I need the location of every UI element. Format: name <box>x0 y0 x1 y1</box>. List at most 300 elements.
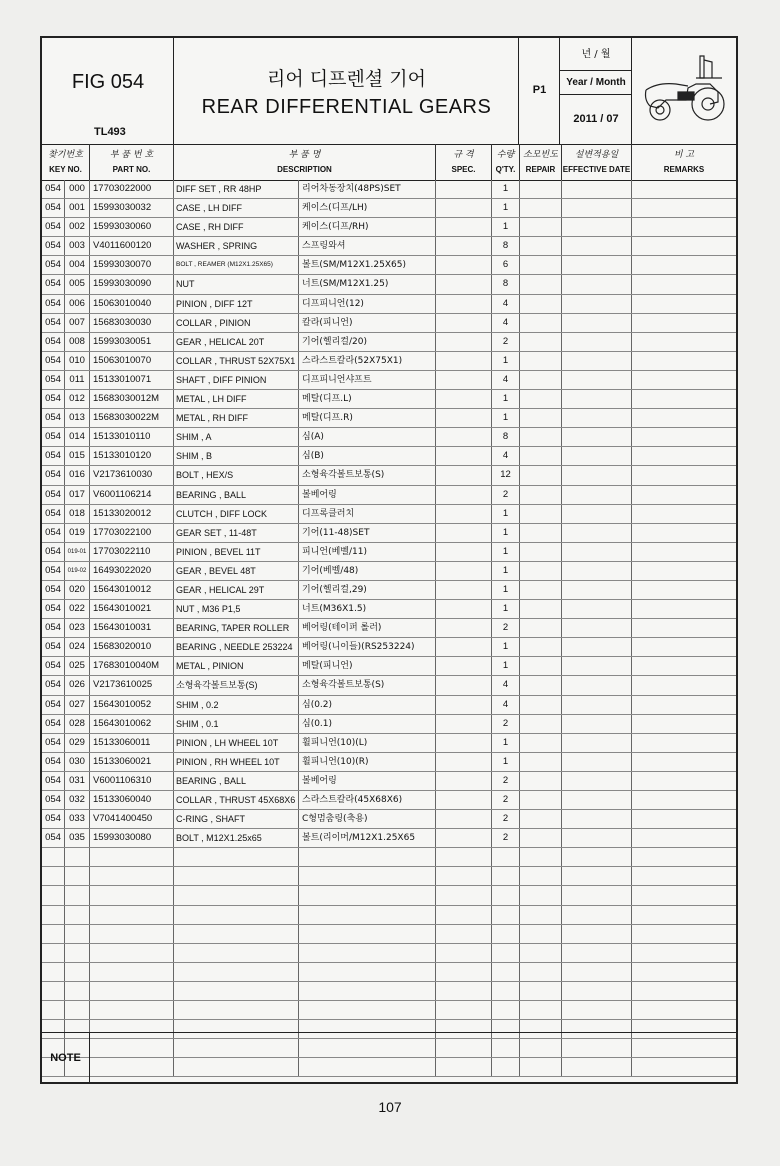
date-label-korean: 년 / 월 <box>560 38 632 71</box>
fig-no: 054 <box>42 333 65 351</box>
empty-cell <box>65 982 90 1000</box>
part-no: 15683030012M <box>90 390 174 408</box>
fig-no: 054 <box>42 199 65 217</box>
remarks <box>632 237 736 255</box>
spec <box>436 619 492 637</box>
quantity: 1 <box>492 409 520 427</box>
quantity: 1 <box>492 524 520 542</box>
fig-cell <box>42 38 174 144</box>
part-no: 15993030060 <box>90 218 174 236</box>
empty-cell <box>436 982 492 1000</box>
fig-no: 054 <box>42 371 65 389</box>
description-ko: 기어(베벨/48) <box>299 562 436 580</box>
description-ko: 휠피니언(10)(L) <box>299 734 436 752</box>
table-row <box>42 657 736 676</box>
remarks <box>632 638 736 656</box>
fig-no: 054 <box>42 409 65 427</box>
empty-cell <box>492 848 520 866</box>
parts-table-body <box>42 180 736 1077</box>
description-en: COLLAR , THRUST 52X75X1 <box>174 352 299 370</box>
spec <box>436 524 492 542</box>
page-label: P1 <box>532 84 547 96</box>
effective-date <box>562 237 632 255</box>
part-no: 15133060021 <box>90 753 174 771</box>
spec <box>436 505 492 523</box>
table-row <box>42 428 736 447</box>
quantity: 4 <box>492 295 520 313</box>
empty-cell <box>174 886 299 904</box>
quantity: 4 <box>492 676 520 694</box>
table-row <box>42 772 736 791</box>
fig-no: 054 <box>42 562 65 580</box>
fig-no: 054 <box>42 180 65 198</box>
description-ko: 너트(M36X1.5) <box>299 600 436 618</box>
page-cell <box>519 38 560 144</box>
description-en: BOLT , HEX/S <box>174 466 299 484</box>
col-eff-en: EFFECTIVE DATE <box>562 165 631 174</box>
remarks <box>632 428 736 446</box>
description-ko: 볼트(SM/M12X1.25X65) <box>299 256 436 274</box>
quantity: 12 <box>492 466 520 484</box>
spec <box>436 371 492 389</box>
key-no: 020 <box>65 581 90 599</box>
remarks <box>632 715 736 733</box>
spec <box>436 810 492 828</box>
empty-cell <box>632 925 736 943</box>
description-ko: 기어(11-48)SET <box>299 524 436 542</box>
repair <box>520 256 562 274</box>
effective-date <box>562 505 632 523</box>
key-no: 002 <box>65 218 90 236</box>
part-no: 15683030022M <box>90 409 174 427</box>
part-no: 15063010070 <box>90 352 174 370</box>
quantity: 1 <box>492 753 520 771</box>
sheet-header <box>42 38 736 145</box>
effective-date <box>562 562 632 580</box>
key-no: 023 <box>65 619 90 637</box>
quantity: 1 <box>492 734 520 752</box>
description-ko: C형멈춤링(축용) <box>299 810 436 828</box>
description-en: PINION , DIFF 12T <box>174 295 299 313</box>
repair <box>520 409 562 427</box>
fig-no: 054 <box>42 505 65 523</box>
empty-cell <box>632 944 736 962</box>
spec <box>436 486 492 504</box>
empty-cell <box>632 982 736 1000</box>
spec <box>436 753 492 771</box>
repair <box>520 676 562 694</box>
empty-cell <box>42 1001 65 1019</box>
repair <box>520 371 562 389</box>
effective-date <box>562 619 632 637</box>
spec <box>436 237 492 255</box>
empty-cell <box>562 982 632 1000</box>
repair <box>520 829 562 847</box>
quantity: 2 <box>492 715 520 733</box>
effective-date <box>562 180 632 198</box>
empty-cell <box>299 906 436 924</box>
col-qty <box>492 144 520 180</box>
empty-cell <box>90 886 174 904</box>
spec <box>436 562 492 580</box>
table-row <box>42 753 736 772</box>
description-ko: 케이스(디프/LH) <box>299 199 436 217</box>
empty-cell <box>42 906 65 924</box>
effective-date <box>562 352 632 370</box>
quantity: 1 <box>492 505 520 523</box>
fig-no: 054 <box>42 256 65 274</box>
table-row <box>42 180 736 199</box>
table-row <box>42 390 736 409</box>
table-row <box>42 619 736 638</box>
description-ko: 디프피니언(12) <box>299 295 436 313</box>
empty-cell <box>436 963 492 981</box>
date-value: 2011 / 07 <box>573 113 619 125</box>
effective-date <box>562 486 632 504</box>
remarks <box>632 562 736 580</box>
key-no: 011 <box>65 371 90 389</box>
empty-cell <box>632 1001 736 1019</box>
table-row <box>42 734 736 753</box>
remarks <box>632 447 736 465</box>
key-no: 035 <box>65 829 90 847</box>
key-no: 025 <box>65 657 90 675</box>
empty-cell <box>436 886 492 904</box>
spec <box>436 256 492 274</box>
table-row <box>42 333 736 352</box>
empty-cell <box>436 867 492 885</box>
spec <box>436 657 492 675</box>
empty-row <box>42 848 736 867</box>
effective-date <box>562 715 632 733</box>
spec <box>436 829 492 847</box>
fig-number: FIG 054 <box>71 71 145 93</box>
empty-cell <box>632 906 736 924</box>
description-en: SHIM , A <box>174 428 299 446</box>
empty-cell <box>65 848 90 866</box>
empty-cell <box>299 982 436 1000</box>
description-ko: 심(0.2) <box>299 696 436 714</box>
key-no: 019-02 <box>65 562 90 580</box>
effective-date <box>562 371 632 389</box>
fig-no: 054 <box>42 638 65 656</box>
quantity: 2 <box>492 619 520 637</box>
remarks <box>632 295 736 313</box>
fig-no: 054 <box>42 543 65 561</box>
empty-cell <box>562 886 632 904</box>
key-no: 022 <box>65 600 90 618</box>
remarks <box>632 218 736 236</box>
fig-no: 054 <box>42 428 65 446</box>
description-en: SHIM , 0.1 <box>174 715 299 733</box>
effective-date <box>562 275 632 293</box>
part-no: 15133010120 <box>90 447 174 465</box>
empty-cell <box>492 906 520 924</box>
empty-cell <box>492 982 520 1000</box>
part-no: 15063010040 <box>90 295 174 313</box>
repair <box>520 562 562 580</box>
remarks <box>632 409 736 427</box>
empty-row <box>42 925 736 944</box>
empty-cell <box>174 906 299 924</box>
fig-no: 054 <box>42 218 65 236</box>
empty-cell <box>90 925 174 943</box>
col-rem-en: REMARKS <box>663 165 705 174</box>
description-ko: 메탈(디프.L) <box>299 390 436 408</box>
empty-cell <box>492 944 520 962</box>
fig-no: 054 <box>42 352 65 370</box>
quantity: 4 <box>492 314 520 332</box>
key-no: 026 <box>65 676 90 694</box>
part-no: V6001106214 <box>90 486 174 504</box>
fig-no: 054 <box>42 486 65 504</box>
remarks <box>632 772 736 790</box>
col-effective <box>562 144 632 180</box>
remarks <box>632 581 736 599</box>
key-no: 031 <box>65 772 90 790</box>
empty-cell <box>520 963 562 981</box>
effective-date <box>562 696 632 714</box>
part-no: 15133060011 <box>90 734 174 752</box>
quantity: 1 <box>492 199 520 217</box>
empty-cell <box>90 982 174 1000</box>
empty-cell <box>436 925 492 943</box>
title-english: REAR DIFFERENTIAL GEARS <box>201 96 492 118</box>
col-qty-en: Q'TY. <box>495 165 516 174</box>
page-number: 107 <box>378 1099 402 1115</box>
fig-no: 054 <box>42 390 65 408</box>
empty-cell <box>42 982 65 1000</box>
description-ko: 심(0.1) <box>299 715 436 733</box>
empty-cell <box>42 963 65 981</box>
remarks <box>632 543 736 561</box>
description-ko: 볼베어링 <box>299 486 436 504</box>
description-en: COLLAR , PINION <box>174 314 299 332</box>
repair <box>520 524 562 542</box>
remarks <box>632 524 736 542</box>
repair <box>520 505 562 523</box>
effective-date <box>562 829 632 847</box>
description-en: NUT , M36 P1,5 <box>174 600 299 618</box>
description-en: GEAR , BEVEL 48T <box>174 562 299 580</box>
key-no: 001 <box>65 199 90 217</box>
fig-no: 054 <box>42 791 65 809</box>
key-no: 017 <box>65 486 90 504</box>
quantity: 8 <box>492 428 520 446</box>
description-ko: 케이스(디프/RH) <box>299 218 436 236</box>
empty-cell <box>299 963 436 981</box>
key-no: 018 <box>65 505 90 523</box>
effective-date <box>562 676 632 694</box>
empty-cell <box>42 848 65 866</box>
empty-cell <box>632 867 736 885</box>
empty-cell <box>632 886 736 904</box>
fig-no: 054 <box>42 600 65 618</box>
quantity: 1 <box>492 352 520 370</box>
table-row <box>42 466 736 485</box>
description-en: GEAR SET , 11-48T <box>174 524 299 542</box>
description-en: GEAR , HELICAL 20T <box>174 333 299 351</box>
remarks <box>632 753 736 771</box>
description-en: BEARING , BALL <box>174 486 299 504</box>
description-en: GEAR , HELICAL 29T <box>174 581 299 599</box>
empty-cell <box>42 867 65 885</box>
part-no: 15993030070 <box>90 256 174 274</box>
empty-cell <box>299 867 436 885</box>
repair <box>520 696 562 714</box>
empty-cell <box>562 925 632 943</box>
description-en: CASE , RH DIFF <box>174 218 299 236</box>
effective-date <box>562 333 632 351</box>
table-row <box>42 218 736 237</box>
description-en: METAL , LH DIFF <box>174 390 299 408</box>
col-spec-en: SPEC. <box>451 165 476 174</box>
quantity: 1 <box>492 657 520 675</box>
description-en: CASE , LH DIFF <box>174 199 299 217</box>
empty-cell <box>174 982 299 1000</box>
key-no: 005 <box>65 275 90 293</box>
empty-cell <box>520 944 562 962</box>
note-label: NOTE <box>42 1033 90 1083</box>
empty-cell <box>174 867 299 885</box>
description-ko: 스라스트칼라(52X75X1) <box>299 352 436 370</box>
fig-no: 054 <box>42 237 65 255</box>
repair <box>520 638 562 656</box>
effective-date <box>562 390 632 408</box>
quantity: 1 <box>492 600 520 618</box>
effective-date <box>562 734 632 752</box>
remarks <box>632 696 736 714</box>
empty-cell <box>299 925 436 943</box>
description-ko: 소형육각볼트보통(S) <box>299 676 436 694</box>
part-no: 17683010040M <box>90 657 174 675</box>
empty-cell <box>562 1001 632 1019</box>
remarks <box>632 829 736 847</box>
part-no: 15683020010 <box>90 638 174 656</box>
description-en: DIFF SET , RR 48HP <box>174 180 299 198</box>
parts-sheet <box>40 36 738 1084</box>
quantity: 1 <box>492 218 520 236</box>
remarks <box>632 619 736 637</box>
empty-cell <box>520 925 562 943</box>
description-ko: 볼베어링 <box>299 772 436 790</box>
description-ko: 베어링(테이퍼 롤러) <box>299 619 436 637</box>
table-row <box>42 371 736 390</box>
remarks <box>632 275 736 293</box>
part-no: V7041400450 <box>90 810 174 828</box>
spec <box>436 333 492 351</box>
key-no: 016 <box>65 466 90 484</box>
part-no: 15133060040 <box>90 791 174 809</box>
col-part <box>90 144 174 180</box>
repair <box>520 753 562 771</box>
key-no: 019-01 <box>65 543 90 561</box>
col-key-ko: 찾기번호 <box>48 150 83 160</box>
empty-cell <box>436 1001 492 1019</box>
description-ko: 심(A) <box>299 428 436 446</box>
quantity: 1 <box>492 638 520 656</box>
effective-date <box>562 295 632 313</box>
empty-cell <box>90 963 174 981</box>
description-en: METAL , PINION <box>174 657 299 675</box>
quantity: 8 <box>492 237 520 255</box>
quantity: 1 <box>492 543 520 561</box>
part-no: 15993030032 <box>90 199 174 217</box>
table-row <box>42 275 736 294</box>
remarks <box>632 180 736 198</box>
quantity: 4 <box>492 447 520 465</box>
column-headers <box>42 144 736 181</box>
spec <box>436 772 492 790</box>
empty-cell <box>42 925 65 943</box>
key-no: 006 <box>65 295 90 313</box>
empty-cell <box>520 906 562 924</box>
table-row <box>42 715 736 734</box>
title-korean: 리어 디프렌셜 기어 <box>267 68 426 90</box>
part-no: V2173610030 <box>90 466 174 484</box>
effective-date <box>562 199 632 217</box>
repair <box>520 275 562 293</box>
description-en: SHIM , B <box>174 447 299 465</box>
description-en: SHIM , 0.2 <box>174 696 299 714</box>
empty-cell <box>632 848 736 866</box>
description-ko: 너트(SM/M12X1.25) <box>299 275 436 293</box>
fig-no: 054 <box>42 696 65 714</box>
table-row <box>42 638 736 657</box>
empty-cell <box>299 848 436 866</box>
remarks <box>632 466 736 484</box>
empty-cell <box>562 963 632 981</box>
remarks <box>632 199 736 217</box>
description-en: PINION , BEVEL 11T <box>174 543 299 561</box>
part-no: 16493022020 <box>90 562 174 580</box>
description-ko: 볼트(리이머/M12X1.25X65 <box>299 829 436 847</box>
remarks <box>632 600 736 618</box>
description-ko: 디프록클러치 <box>299 505 436 523</box>
fig-no: 054 <box>42 676 65 694</box>
key-no: 015 <box>65 447 90 465</box>
description-en: COLLAR , THRUST 45X68X6 <box>174 791 299 809</box>
repair <box>520 810 562 828</box>
fig-no: 054 <box>42 524 65 542</box>
empty-cell <box>65 867 90 885</box>
repair <box>520 428 562 446</box>
table-row <box>42 505 736 524</box>
col-part-en: PART NO. <box>112 165 151 174</box>
key-no: 004 <box>65 256 90 274</box>
part-no: V4011600120 <box>90 237 174 255</box>
table-row <box>42 810 736 829</box>
part-no: 15993030090 <box>90 275 174 293</box>
empty-row <box>42 1001 736 1020</box>
description-en: BEARING, TAPER ROLLER <box>174 619 299 637</box>
spec <box>436 180 492 198</box>
part-no: 15133010110 <box>90 428 174 446</box>
empty-row <box>42 944 736 963</box>
table-row <box>42 295 736 314</box>
effective-date <box>562 447 632 465</box>
spec <box>436 466 492 484</box>
remarks <box>632 314 736 332</box>
spec <box>436 791 492 809</box>
key-no: 010 <box>65 352 90 370</box>
part-no: 15133010071 <box>90 371 174 389</box>
table-row <box>42 409 736 428</box>
repair <box>520 772 562 790</box>
empty-cell <box>90 848 174 866</box>
part-no: 15643010052 <box>90 696 174 714</box>
spec <box>436 409 492 427</box>
